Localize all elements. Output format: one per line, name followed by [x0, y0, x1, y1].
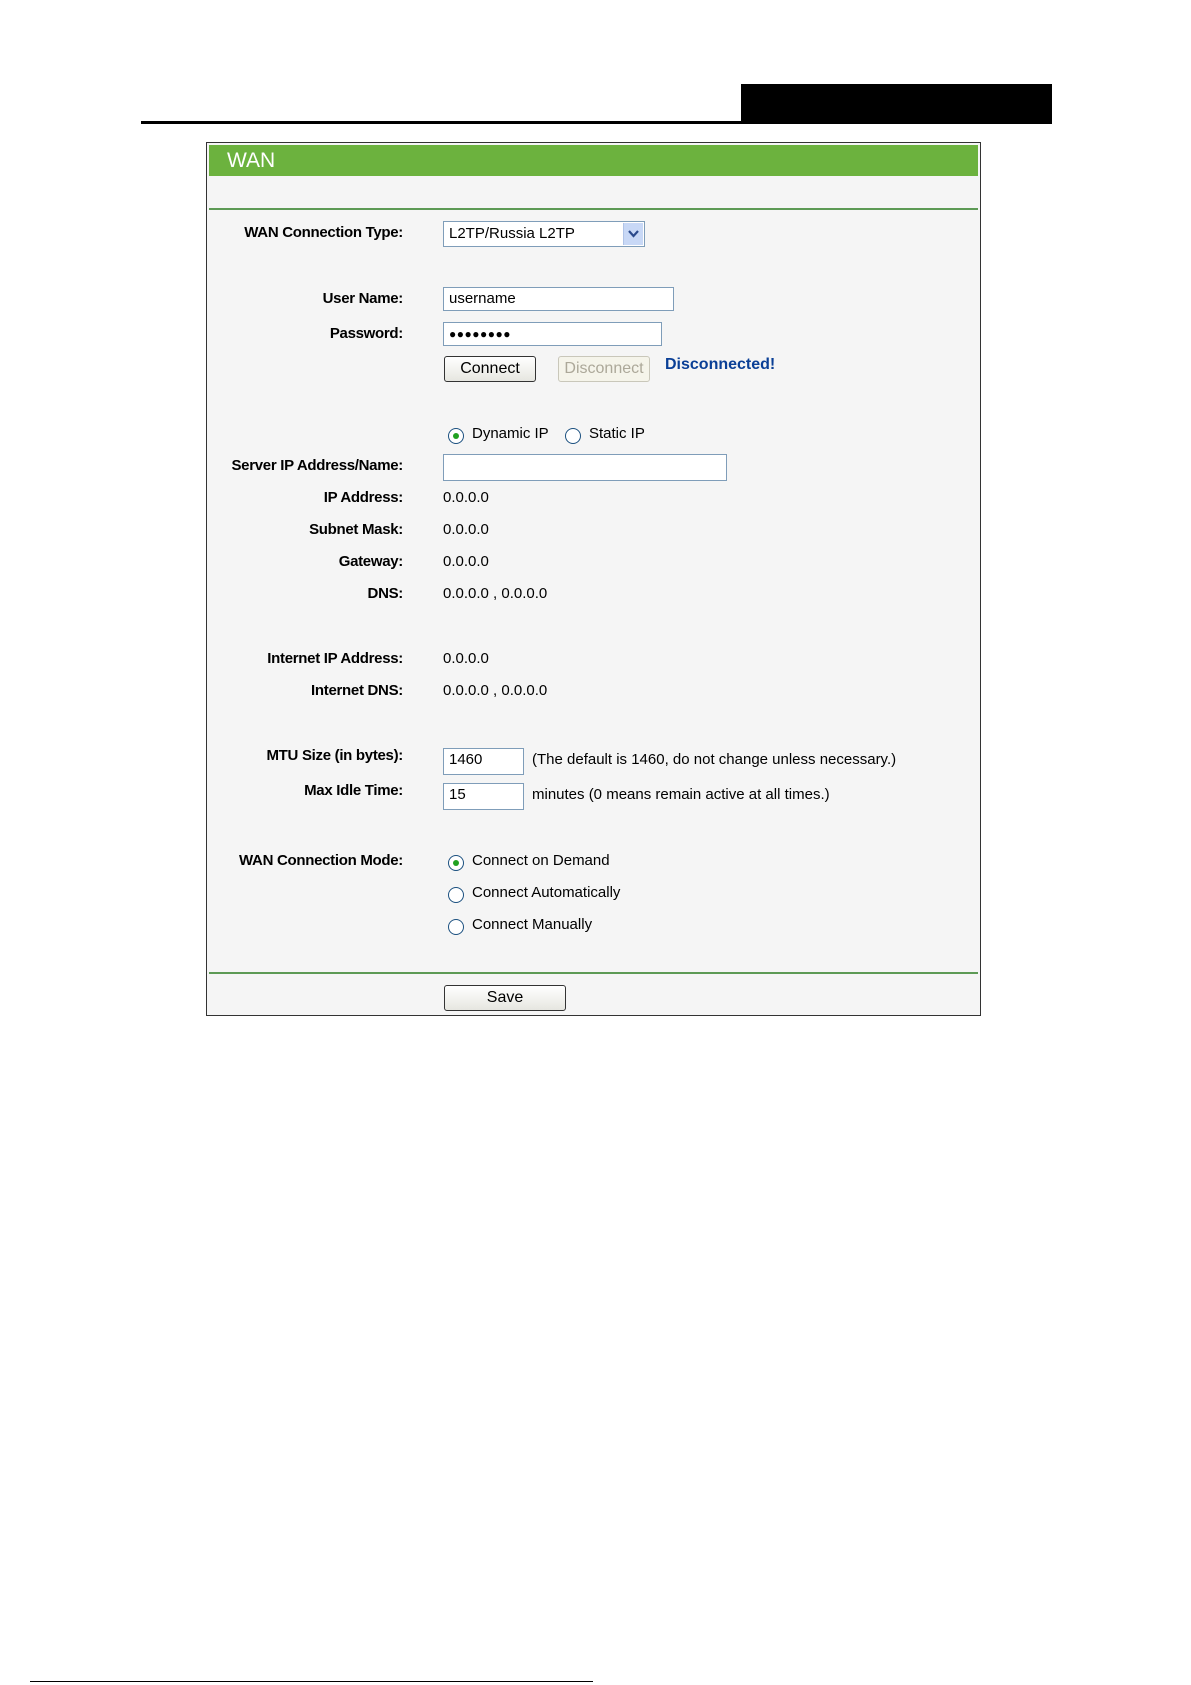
- password-label: Password:: [329, 325, 403, 342]
- connect-automatically-radio[interactable]: [448, 887, 464, 903]
- max-idle-hint: minutes (0 means remain active at all times.): [532, 786, 830, 803]
- connection-type-select[interactable]: [443, 221, 645, 247]
- subnet-mask-value: 0.0.0.0: [443, 521, 489, 538]
- mtu-label: MTU Size (in bytes):: [266, 747, 403, 764]
- top-separator: [209, 208, 978, 210]
- server-label: Server IP Address/Name:: [231, 457, 403, 474]
- internet-ip-label: Internet IP Address:: [267, 650, 403, 667]
- panel-title: WAN: [209, 145, 978, 176]
- mtu-hint: (The default is 1460, do not change unless necessary.): [532, 751, 897, 768]
- user-name-label: User Name:: [322, 290, 403, 307]
- max-idle-label: Max Idle Time:: [304, 782, 403, 799]
- connect-manually-radio[interactable]: [448, 919, 464, 935]
- gateway-value: 0.0.0.0: [443, 553, 489, 570]
- ip-address-label: IP Address:: [323, 489, 403, 506]
- connection-type-value: L2TP/Russia L2TP: [449, 225, 575, 242]
- subnet-mask-label: Subnet Mask:: [309, 521, 403, 538]
- footer-rule: [30, 1681, 593, 1682]
- static-ip-label: Static IP: [589, 425, 645, 442]
- gateway-label: Gateway:: [338, 553, 403, 570]
- connect-on-demand-radio[interactable]: [448, 855, 464, 871]
- connection-mode-label: WAN Connection Mode:: [239, 852, 403, 869]
- internet-ip-value: 0.0.0.0: [443, 650, 489, 667]
- internet-dns-label: Internet DNS:: [311, 682, 403, 699]
- dynamic-ip-radio[interactable]: [448, 428, 464, 444]
- password-input[interactable]: ●●●●●●●●: [443, 322, 662, 346]
- ip-address-value: 0.0.0.0: [443, 489, 489, 506]
- dns-value: 0.0.0.0 , 0.0.0.0: [443, 585, 548, 602]
- header-block: [741, 84, 1052, 124]
- user-name-input[interactable]: username: [443, 287, 674, 311]
- server-input[interactable]: [443, 454, 727, 481]
- bottom-separator: [209, 972, 978, 974]
- header-rule: [141, 121, 1052, 124]
- connect-on-demand-label: Connect on Demand: [472, 852, 610, 869]
- mtu-input[interactable]: 1460: [443, 748, 524, 775]
- connect-button[interactable]: Connect: [444, 356, 536, 382]
- connect-manually-label: Connect Manually: [472, 916, 593, 933]
- wan-settings-panel: [206, 142, 981, 1016]
- save-button[interactable]: Save: [444, 985, 566, 1011]
- connect-automatically-label: Connect Automatically: [472, 884, 621, 901]
- connection-status: Disconnected!: [665, 356, 776, 373]
- max-idle-input[interactable]: 15: [443, 783, 524, 810]
- dns-label: DNS:: [367, 585, 403, 602]
- chevron-down-icon[interactable]: [623, 223, 643, 245]
- connection-type-label: WAN Connection Type:: [244, 224, 403, 241]
- internet-dns-value: 0.0.0.0 , 0.0.0.0: [443, 682, 548, 699]
- dynamic-ip-label: Dynamic IP: [472, 425, 549, 442]
- static-ip-radio[interactable]: [565, 428, 581, 444]
- disconnect-button[interactable]: Disconnect: [558, 356, 650, 382]
